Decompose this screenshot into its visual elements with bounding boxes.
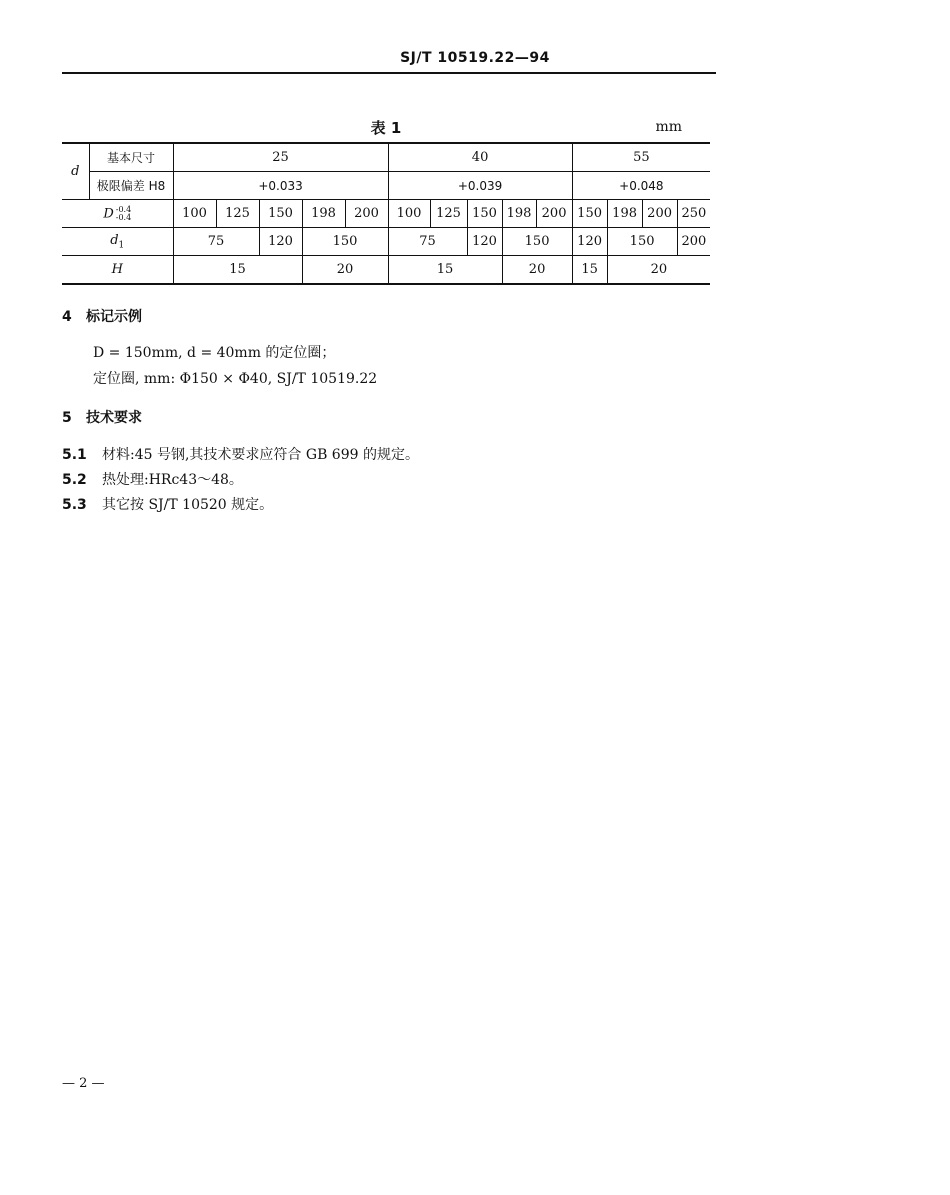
clause-5-1	[62, 444, 419, 464]
clause-number: 5.3	[62, 497, 87, 513]
D-value-cell: 125	[430, 200, 467, 228]
tolerance-label: 极限偏差 H8	[89, 172, 173, 200]
table-row-d1	[62, 228, 710, 256]
clause-5-2	[62, 469, 243, 489]
D-value-cell: 100	[173, 200, 216, 228]
basic-size-cell: 25	[173, 143, 388, 172]
clause-number: 5.1	[62, 447, 87, 463]
d1-symbol: d	[110, 232, 119, 248]
dimension-table	[62, 142, 710, 285]
D-value-cell: 150	[259, 200, 302, 228]
d-header-cell: d	[62, 143, 89, 200]
clause-number: 5.2	[62, 472, 87, 488]
table-caption	[62, 117, 710, 137]
table-unit: mm	[655, 119, 682, 135]
table-row-H	[62, 256, 710, 285]
D-value-cell: 125	[216, 200, 259, 228]
D-value-cell: 198	[302, 200, 345, 228]
H-value-cell: 20	[502, 256, 572, 285]
d1-value-cell: 75	[388, 228, 467, 256]
section-4-heading	[62, 306, 142, 326]
D-tol-lower: -0.4	[115, 212, 132, 222]
table-row-tolerance	[62, 172, 710, 200]
D-value-cell: 150	[467, 200, 502, 228]
section-number: 4	[62, 309, 72, 325]
H-header-cell: H	[62, 256, 173, 285]
table-row-D	[62, 200, 710, 228]
d1-value-cell: 75	[173, 228, 259, 256]
H-value-cell: 15	[173, 256, 302, 285]
d1-value-cell: 150	[302, 228, 388, 256]
section-title: 标记示例	[86, 309, 142, 325]
H-value-cell: 15	[388, 256, 502, 285]
table-row-basic-size	[62, 143, 710, 172]
tolerance-cell: +0.039	[388, 172, 572, 200]
page-number: — 2 —	[62, 1076, 105, 1091]
D-value-cell: 200	[536, 200, 572, 228]
document-header: SJ/T 10519.22—94	[400, 50, 550, 66]
header-rule	[62, 72, 716, 74]
D-value-cell: 200	[642, 200, 677, 228]
clause-text: 其它按 SJ/T 10520 规定。	[102, 497, 274, 513]
D-value-cell: 150	[572, 200, 607, 228]
H-value-cell: 20	[607, 256, 710, 285]
clause-text: 材料:45 号钢,其技术要求应符合 GB 699 的规定。	[102, 447, 419, 463]
H-value-cell: 15	[572, 256, 607, 285]
table-title: 表 1	[370, 119, 402, 137]
d1-header-cell	[62, 228, 173, 256]
d1-subscript: 1	[118, 240, 125, 251]
basic-size-cell: 40	[388, 143, 572, 172]
d1-value-cell: 120	[467, 228, 502, 256]
basic-size-cell: 55	[572, 143, 710, 172]
section-5-heading	[62, 407, 142, 427]
d1-value-cell: 120	[259, 228, 302, 256]
d1-value-cell: 120	[572, 228, 607, 256]
H-value-cell: 20	[302, 256, 388, 285]
D-symbol: D	[103, 206, 114, 221]
d1-value-cell: 200	[677, 228, 710, 256]
D-value-cell: 250	[677, 200, 710, 228]
marking-example-line-1: D = 150mm, d = 40mm 的定位圈；	[93, 345, 336, 361]
D-tolerance	[116, 206, 131, 222]
clause-text: 热处理:HRc43～48。	[102, 472, 243, 488]
d1-value-cell: 150	[607, 228, 677, 256]
basic-size-label: 基本尺寸	[89, 143, 173, 172]
section-number: 5	[62, 410, 72, 426]
D-value-cell: 200	[345, 200, 388, 228]
d1-value-cell: 150	[502, 228, 572, 256]
D-value-cell: 198	[502, 200, 536, 228]
D-header-cell	[62, 200, 173, 228]
D-value-cell: 198	[607, 200, 642, 228]
marking-example-line-2: 定位圈, mm: Φ150 × Φ40, SJ/T 10519.22	[93, 371, 378, 387]
tolerance-cell: +0.033	[173, 172, 388, 200]
tolerance-cell: +0.048	[572, 172, 710, 200]
D-value-cell: 100	[388, 200, 430, 228]
D-tol-upper: -0.4	[115, 204, 132, 214]
clause-5-3	[62, 494, 273, 514]
section-title: 技术要求	[86, 410, 142, 426]
